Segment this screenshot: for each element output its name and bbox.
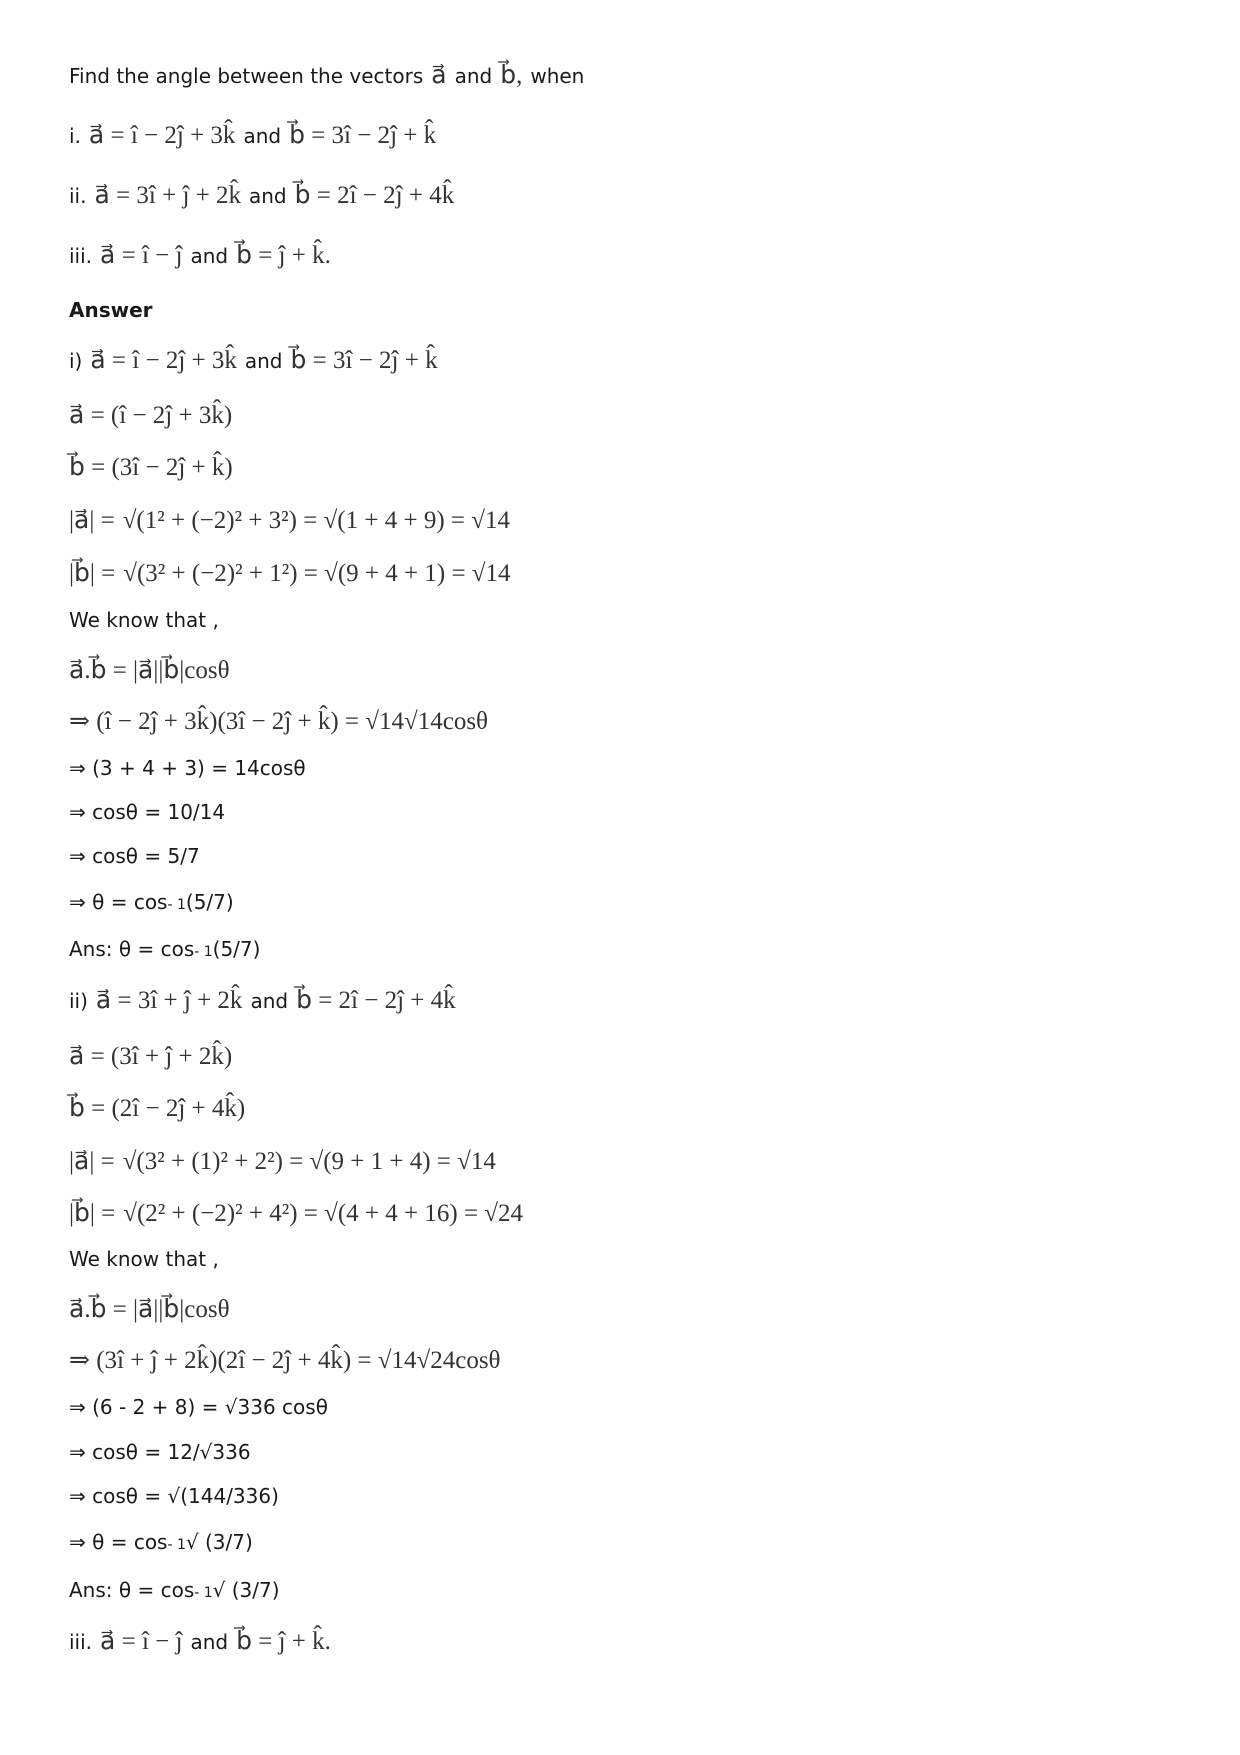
part2-know-line: [69, 1247, 219, 1271]
vector-b-expression: b⃗ = 3î − 2ĵ + k̂: [290, 347, 438, 374]
part2-magnitude-b: [69, 1198, 523, 1228]
equation: ⇒ (3 + 4 + 3) = 14cosθ: [69, 756, 306, 780]
part1-step5: [69, 890, 234, 914]
part-number: i): [69, 349, 83, 373]
and-text: and: [190, 1630, 229, 1654]
part1-step3: [69, 800, 225, 824]
inverse-superscript: - 1: [194, 944, 213, 960]
equation: a⃗ = (3î + ĵ + 2k̂): [69, 1043, 233, 1070]
vector-b-symbol: b⃗,: [500, 62, 523, 89]
part2-step5: [69, 1530, 253, 1554]
vector-a-expression: a⃗ = î − ĵ: [100, 1628, 183, 1655]
part2-a-definition: [69, 1041, 232, 1071]
equation-suffix: (5/7): [185, 890, 234, 914]
part2-statement: [69, 985, 456, 1015]
answer-heading: Answer: [69, 298, 153, 322]
equation: a⃗ = (î − 2ĵ + 3k̂): [69, 402, 233, 429]
item-number: iii.: [69, 244, 93, 268]
magnitude-label: |a⃗| =: [69, 1148, 115, 1175]
vector-b-expression: b⃗ = 2î − 2ĵ + 4k̂: [296, 987, 456, 1014]
vector-a-expression: a⃗ = 3î + ĵ + 2k̂: [95, 987, 243, 1014]
vector-a-expression: a⃗ = î − 2ĵ + 3k̂: [88, 122, 236, 149]
inverse-superscript: - 1: [167, 897, 186, 913]
equation: √(1² + (−2)² + 3²) = √(1 + 4 + 9) = √14: [122, 507, 510, 534]
answer-prefix: Ans: θ = cos: [69, 937, 195, 961]
magnitude-label: |a⃗| =: [69, 507, 115, 534]
equation: √(2² + (−2)² + 4²) = √(4 + 4 + 16) = √24: [123, 1200, 524, 1227]
part1-know-line: [69, 608, 219, 632]
part1-statement: [69, 345, 438, 375]
text: We know that ,: [69, 608, 219, 632]
part1-step2: [69, 756, 306, 780]
item-number: ii.: [69, 184, 87, 208]
magnitude-label: |b⃗| =: [69, 560, 116, 587]
part-number: iii.: [69, 1630, 93, 1654]
vector-b-expression: b⃗ = ĵ + k̂.: [236, 1628, 331, 1655]
part2-step1: [69, 1345, 501, 1375]
part2-step3: [69, 1440, 251, 1464]
and-text: and: [249, 184, 287, 208]
question-item-iii: [69, 240, 331, 270]
part1-b-definition: [69, 452, 233, 482]
item-number: i.: [69, 124, 81, 148]
part1-answer: [69, 937, 260, 961]
equation-suffix: √ (3/7): [185, 1530, 253, 1554]
part1-magnitude-b: [69, 558, 511, 588]
answer-heading-line: [69, 298, 153, 322]
when-text: when: [530, 64, 585, 88]
part-number: ii): [69, 989, 88, 1013]
answer-suffix: √ (3/7): [212, 1578, 280, 1602]
answer-prefix: Ans: θ = cos: [69, 1578, 195, 1602]
equation: a⃗.b⃗ = |a⃗||b⃗|cosθ: [69, 1296, 230, 1323]
part2-step4: [69, 1484, 279, 1508]
equation: ⇒ cosθ = 10/14: [69, 800, 226, 824]
part2-answer: [69, 1578, 280, 1602]
vector-b-expression: b⃗ = 3î − 2ĵ + k̂: [289, 122, 437, 149]
vector-a-expression: a⃗ = 3î + ĵ + 2k̂: [94, 182, 241, 209]
equation: ⇒ (3î + ĵ + 2k̂)(2î − 2ĵ + 4k̂) = √14√24cosθ: [69, 1347, 501, 1374]
part2-formula: [69, 1294, 230, 1324]
question-intro: Find the angle between the vectors: [69, 64, 424, 88]
equation: ⇒ (6 - 2 + 8) = √336 cosθ: [69, 1395, 328, 1419]
vector-b-expression: b⃗ = ĵ + k̂.: [236, 242, 331, 269]
equation-prefix: ⇒ θ = cos: [69, 1530, 168, 1554]
equation: √(3² + (−2)² + 1²) = √(9 + 4 + 1) = √14: [123, 560, 511, 587]
part1-formula: [69, 655, 230, 685]
equation: ⇒ cosθ = 12/√336: [69, 1440, 251, 1464]
part1-step1: [69, 706, 488, 736]
equation: b⃗ = (3î − 2ĵ + k̂): [69, 454, 233, 481]
and-text: and: [190, 244, 229, 268]
vector-a-symbol: a⃗: [431, 62, 447, 89]
vector-a-expression: a⃗ = î − ĵ: [100, 242, 183, 269]
inverse-superscript: - 1: [167, 1537, 186, 1553]
and-text: and: [250, 989, 289, 1013]
part2-step2: [69, 1395, 328, 1419]
question-item-i: [69, 120, 436, 150]
magnitude-label: |b⃗| =: [69, 1200, 116, 1227]
part3-statement: [69, 1626, 331, 1656]
equation: b⃗ = (2î − 2ĵ + 4k̂): [69, 1095, 246, 1122]
part2-magnitude-a: [69, 1146, 496, 1176]
vector-a-expression: a⃗ = î − 2ĵ + 3k̂: [90, 347, 237, 374]
part1-a-definition: [69, 400, 232, 430]
part1-step4: [69, 844, 200, 868]
question-intro-line: [69, 60, 584, 90]
inverse-superscript: - 1: [194, 1585, 213, 1601]
and-text: and: [244, 349, 283, 373]
part1-magnitude-a: [69, 505, 510, 535]
equation: ⇒ (î − 2ĵ + 3k̂)(3î − 2ĵ + k̂) = √14√14cosθ: [69, 708, 489, 735]
part2-b-definition: [69, 1093, 245, 1123]
equation: a⃗.b⃗ = |a⃗||b⃗|cosθ: [69, 657, 230, 684]
vector-b-expression: b⃗ = 2î − 2ĵ + 4k̂: [294, 182, 455, 209]
and-text: and: [243, 124, 282, 148]
question-item-ii: [69, 180, 454, 210]
text: We know that ,: [69, 1247, 219, 1271]
equation: ⇒ cosθ = 5/7: [69, 844, 200, 868]
answer-suffix: (5/7): [212, 937, 261, 961]
equation: √(3² + (1)² + 2²) = √(9 + 1 + 4) = √14: [122, 1148, 496, 1175]
equation: ⇒ cosθ = √(144/336): [69, 1484, 279, 1508]
equation-prefix: ⇒ θ = cos: [69, 890, 168, 914]
and-text: and: [454, 64, 493, 88]
